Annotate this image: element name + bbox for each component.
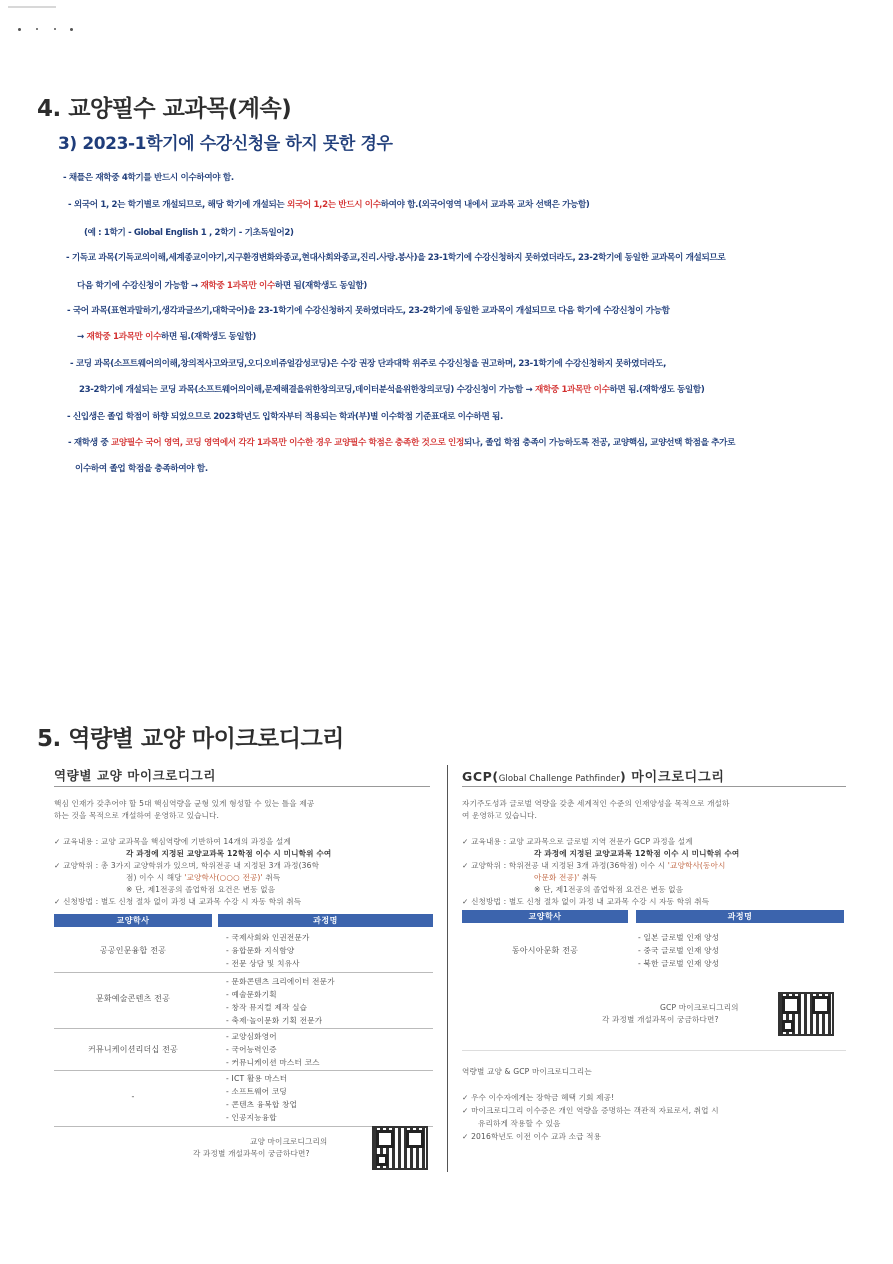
benefit-item: ✓ 마이크로디그리 이수증은 개인 역량을 증명하는 객관적 자료로서, 취업 시 [462, 1106, 719, 1115]
bullet-coding [70, 357, 666, 369]
degree-track: 동아시아문화 전공 [511, 946, 579, 955]
scan-artifact-dots [18, 26, 88, 34]
bullet-text: (예 : 1학기 - Global English 1 , 2학기 - 기초독일어2) [84, 228, 294, 238]
info-row [534, 872, 597, 883]
bullet-text: 23-2학기에 개설되는 코딩 과목(소프트웨어의이해,문제해결을위한창의코딩,데이터분석을위한창의코딩) 수강신청이 가능함 → [79, 385, 536, 395]
benefit-item: ✓ 2016학년도 이전 이수 교과 소급 적용 [462, 1132, 602, 1141]
microdegree-title: 역량별 교양 마이크로디그리 [54, 768, 217, 783]
table-header-degree: 교양학사 [462, 910, 628, 923]
info-row [462, 896, 709, 907]
intro-line: 핵심 인재가 갖추어야 할 5대 핵심역량을 균형 있게 형성할 수 있는 틀을 제공 [54, 799, 315, 808]
bullet-text: 하면 됨(재학생도 동일함) [274, 281, 367, 291]
table-row-divider [54, 972, 433, 973]
table-row-divider [54, 1028, 433, 1029]
course-item: - 교양심화영어 [226, 1032, 277, 1041]
degree-track: 공공인문융합 전공 [99, 946, 167, 955]
bullet-christianity [66, 251, 725, 263]
degree-track: - [131, 1092, 135, 1101]
gcp-title-prefix: GCP( [462, 769, 499, 784]
bullet-text: - 외국어 1, 2는 학기별로 개설되므로, 해당 학기에 개설되는 [68, 200, 288, 210]
info-row [54, 860, 319, 871]
bullet-text: - 채플은 재학중 4학기를 반드시 이수하여야 함. [63, 173, 234, 183]
gcp-title-suffix: ) [619, 769, 627, 784]
info-text: 각 과정에 지정된 교양교과목 12학점 이수 시 미니학위 수여 [126, 849, 332, 858]
bullet-text: - 재학생 중 [68, 438, 111, 448]
info-text: ✓ 교육내용 : 교양 교과목으로 글로벌 지역 전문가 GCP 과정을 설계 [462, 837, 693, 846]
info-row [54, 836, 291, 847]
highlight-text: 재학중 1과목만 이수 [200, 281, 275, 291]
course-item: - 소프트웨어 코딩 [226, 1087, 287, 1096]
qr-caption: GCP 마이크로디그리의 [660, 1003, 739, 1012]
highlight-text: 교양필수 국어 영역, 코딩 영역에서 각각 1과목만 이수한 경우 교양필수 학점은 충족한 것으로 인정 [110, 438, 464, 448]
bullet-current-students-cont [75, 462, 208, 474]
course-item: - 커뮤니케이션 마스터 코스 [226, 1058, 320, 1067]
course-item: - 창작 뮤지컬 제작 실습 [226, 1003, 308, 1012]
title-underline [462, 786, 846, 787]
bullet-text: 다음 학기에 수강신청이 가능함 → [77, 281, 201, 291]
benefits-title: 역량별 교양 & GCP 마이크로디그리는 [462, 1067, 592, 1076]
course-item: - 융합문화 지식함양 [226, 946, 295, 955]
benefit-item: 유리하게 작용할 수 있음 [478, 1119, 561, 1128]
info-row [534, 848, 739, 859]
info-row [126, 872, 280, 883]
table-row-divider [54, 1070, 433, 1071]
panel-divider [447, 765, 448, 1172]
bullet-text: 하여야 함.(외국어영역 내에서 교과목 교차 선택은 가능함) [380, 200, 590, 210]
gcp-title-main: 마이크로디그리 [631, 770, 725, 785]
bullet-text: - 코딩 과목(소프트웨어의이해,창의적사고와코딩,오디오비쥬얼감성코딩)은 수강 권장 단과대학 위주로 수강신청을 권고하며, 23-1학기에 수강신청하지 못하였더라도, [70, 359, 667, 369]
bullet-korean-cont [77, 330, 256, 342]
bullet-christianity-cont [77, 279, 367, 291]
degree-name-highlight: 아문화 전공)' [534, 873, 580, 882]
course-item: - 콘텐츠 융복합 창업 [226, 1100, 298, 1109]
gcp-title-fullname: Global Challenge Pathfinder [498, 774, 620, 784]
info-text: ✓ 교육내용 : 교양 교과목을 핵심역량에 기반하여 14개의 과정을 설계 [54, 837, 291, 846]
info-row [534, 884, 683, 895]
info-text: ※ 단, 제1전공의 졸업학점 요건은 변동 없음 [534, 885, 684, 894]
info-row [126, 884, 275, 895]
section-divider [462, 1050, 846, 1051]
bullet-text: - 국어 과목(표현과말하기,생각과글쓰기,대학국어)을 23-1학기에 수강신청하지 못하였더라도, 23-2학기에 동일한 교과목이 개설되므로 다음 학기에 수강신청이 가능함 [67, 306, 670, 316]
bullet-text: - 신입생은 졸업 학점이 하향 되었으므로 2023학년도 입학자부터 적용되는 학과(부)별 이수학점 기준표대로 이수하면 됨. [67, 412, 503, 422]
scan-artifact-line [8, 6, 56, 8]
bullet-text: → [77, 332, 87, 342]
course-item: - 국제사회와 인권전문가 [226, 933, 310, 942]
benefit-item: ✓ 우수 이수자에게는 장학금 혜택 기회 제공! [462, 1093, 615, 1102]
bullet-foreign-language-example [84, 226, 294, 238]
info-row [54, 896, 301, 907]
qr-code[interactable] [372, 1126, 428, 1170]
section5-title: 5. 역량별 교양 마이크로디그리 [37, 726, 344, 752]
bullet-chapel [63, 171, 234, 183]
bullet-coding-cont [79, 383, 704, 395]
table-header-degree: 교양학사 [54, 914, 212, 927]
section4-title: 4. 교양필수 교과목(계속) [37, 96, 292, 122]
bullet-foreign-language [68, 198, 590, 210]
course-item: - 북한 글로벌 인재 양성 [638, 959, 720, 968]
qr-code[interactable] [778, 992, 834, 1036]
qr-caption: 각 과정별 개설과목이 궁금하다면? [602, 1015, 719, 1024]
info-text: 취득 [579, 873, 597, 882]
course-item: - 일본 글로벌 인재 양성 [638, 933, 720, 942]
info-row [462, 836, 693, 847]
degree-track: 문화예술콘텐츠 전공 [95, 994, 171, 1003]
highlight-text: 재학중 1과목만 이수 [86, 332, 162, 342]
bullet-freshmen [67, 410, 503, 422]
degree-track: 커뮤니케이션리더십 전공 [88, 1045, 178, 1054]
info-text: 점) 이수 시 해당 [126, 873, 185, 882]
course-item: - 전문 상담 및 치유사 [226, 959, 300, 968]
section4-subtitle: 3) 2023-1학기에 수강신청을 하지 못한 경우 [58, 134, 393, 154]
qr-caption: 각 과정별 개설과목이 궁금하다면? [193, 1149, 310, 1158]
info-text: ✓ 교양학위 : 총 3가지 교양학위가 있으며, 학위전공 내 지정된 3개 과정(36학 [54, 861, 320, 870]
course-item: - 인공지능융합 [226, 1113, 277, 1122]
highlight-text: 외국어 1,2는 반드시 이수 [287, 200, 381, 210]
qr-caption: 교양 마이크로디그리의 [250, 1137, 328, 1146]
bullet-text: 이수하여 졸업 학점을 충족하여야 함. [75, 464, 208, 474]
highlight-text: 재학중 1과목만 이수 [535, 385, 610, 395]
table-header-course: 과정명 [636, 910, 844, 923]
title-underline [54, 786, 430, 787]
info-text: ✓ 교양학위 : 학위전공 내 지정된 3개 과정(36학점) 이수 시 [462, 861, 668, 870]
bullet-text: 하면 됨.(재학생도 동일함) [161, 332, 256, 342]
course-item: - 중국 글로벌 인재 양성 [638, 946, 720, 955]
info-text: ※ 단, 제1전공의 졸업학점 요건은 변동 없음 [126, 885, 276, 894]
degree-name-highlight: '교양학사(○○○ 전공)' [184, 873, 263, 882]
course-item: - 국어능력인증 [226, 1045, 277, 1054]
info-text: 취득 [262, 873, 281, 882]
info-text: ✓ 신청방법 : 별도 신청 절차 없이 과정 내 교과목 수강 시 자동 학위 취득 [54, 897, 302, 906]
bullet-text: 되나, 졸업 학점 충족이 가능하도록 전공, 교양핵심, 교양선택 학점을 추가로 [463, 438, 736, 448]
info-text: ✓ 신청방법 : 별도 신청 절차 없이 과정 내 교과목 수강 시 자동 학위 취득 [462, 897, 710, 906]
course-item: - 문화콘텐츠 크리에이터 전문가 [226, 977, 335, 986]
info-text: 각 과정에 지정된 교양교과목 12학점 이수 시 미니학위 수여 [534, 849, 740, 858]
course-item: - 축제·놀이문화 기획 전문가 [226, 1016, 323, 1025]
intro-line: 자기주도성과 글로벌 역량을 갖춘 세계적인 수준의 인재양성을 목적으로 개설하 [462, 799, 730, 808]
bullet-text: 하면 됨.(재학생도 동일함) [609, 385, 705, 395]
info-row [126, 848, 331, 859]
course-item: - ICT 활용 마스터 [226, 1074, 288, 1083]
bullet-text: - 기독교 과목(기독교의이해,세계종교이야기,지구환경변화와종교,현대사회와종교,진리.사랑.봉사)을 23-1학기에 수강신청하지 못하였더라도, 23-2학기에 동일한 교과목이 개설되므로 [66, 253, 726, 263]
gcp-title [462, 766, 725, 785]
bullet-current-students [68, 436, 735, 448]
table-header-course: 과정명 [218, 914, 433, 927]
info-row [462, 860, 726, 871]
bullet-korean [67, 304, 670, 316]
intro-line: 하는 것을 목적으로 개설하여 운영하고 있습니다. [54, 811, 220, 820]
intro-line: 여 운영하고 있습니다. [462, 811, 538, 820]
degree-name-highlight: '교양학사(동아시 [667, 861, 726, 870]
course-item: - 예술문화기획 [226, 990, 277, 999]
